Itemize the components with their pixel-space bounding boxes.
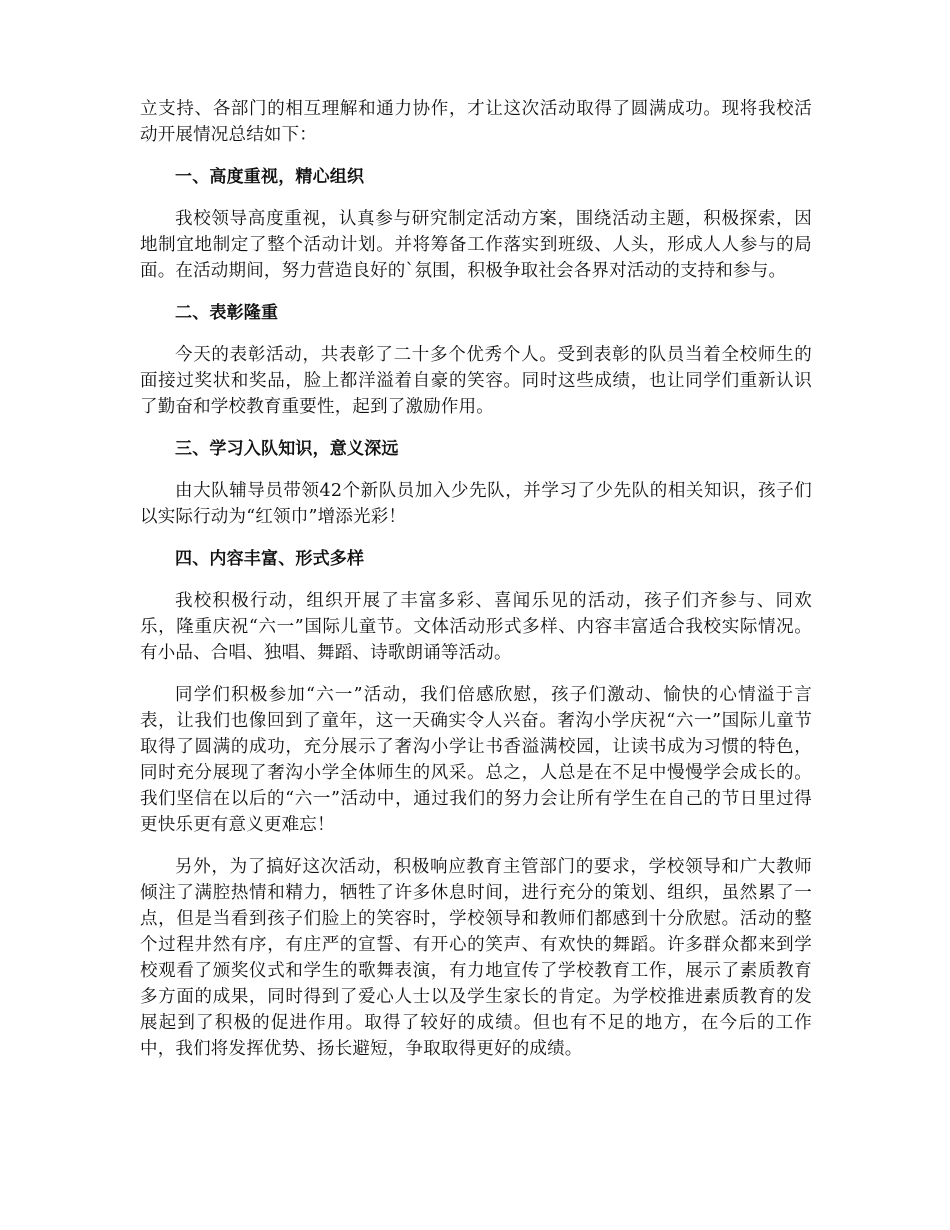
section-4-paragraph-3: 另外，为了搞好这次活动，积极响应教育主管部门的要求，学校领导和广大教师倾注了满腔热情和精力，牺牲了许多休息时间，进行充分的策划、组织，虽然累了一点，但是当看到孩子们脸上的笑容时，学校领导和教师们都感到十分欣慰。活动的整个过程井然有序，有庄严的宣誓、有开心的笑声、有欢快的舞蹈。许多群众都来到学校观看了颁奖仪式和学生的歌舞表演，有力地宣传了学校教育工作，展示了素质教育多方面的成果，同时得到了爱心人士以及学生家长的肯定。为学校推进素质教育的发展起到了积极的促进作用。取得了较好的成绩。但也有不足的地方，在今后的工作中，我们将发挥优势、扬长避短，争取取得更好的成绩。 bbox=[140, 857, 812, 1059]
section-heading-2: 二、表彰隆重 bbox=[175, 303, 279, 323]
section-heading-1: 一、高度重视，精心组织 bbox=[175, 167, 365, 187]
section-4-paragraph-2: 同学们积极参加“六一”活动，我们倍感欣慰，孩子们激动、愉快的心情溢于言表，让我们也像回到了童年，这一天确实令人兴奋。奢沟小学庆祝“六一”国际儿童节取得了圆满的成功，充分展示了奢沟小学让书香溢满校园，让读书成为习惯的特色，同时充分展现了奢沟小学全体师生的风采。总之，人总是在不足中慢慢学会成长的。我们坚信在以后的“六一”活动中，通过我们的努力会让所有学生在自己的节日里过得更快乐更有意义更难忘！ bbox=[140, 685, 812, 835]
section-3-paragraph-1: 由大队辅导员带领42个新队员加入少先队，并学习了少先队的相关知识，孩子们以实际行动为“红领巾”增添光彩！ bbox=[140, 481, 812, 527]
section-1-paragraph-1: 我校领导高度重视，认真参与研究制定活动方案，围绕活动主题，积极探索，因地制宜地制定了整个活动计划。并将筹备工作落实到班级、人头，形成人人参与的局面。在活动期间，努力营造良好的`氛围，积极争取社会各界对活动的支持和参与。 bbox=[140, 209, 812, 281]
document-body bbox=[140, 96, 812, 1078]
section-4-paragraph-1: 我校积极行动，组织开展了丰富多彩、喜闻乐见的活动，孩子们齐参与、同欢乐，隆重庆祝“六一”国际儿童节。文体活动形式多样、内容丰富适合我校实际情况。有小品、合唱、独唱、舞蹈、诗歌朗诵等活动。 bbox=[140, 591, 812, 663]
section-heading-4: 四、内容丰富、形式多样 bbox=[175, 549, 365, 569]
section-heading-3: 三、学习入队知识，意义深远 bbox=[175, 439, 399, 459]
intro-paragraph: 立支持、各部门的相互理解和通力协作，才让这次活动取得了圆满成功。现将我校活动开展情况总结如下： bbox=[140, 99, 812, 145]
section-2-paragraph-1: 今天的表彰活动，共表彰了二十多个优秀个人。受到表彰的队员当着全校师生的面接过奖状和奖品，脸上都洋溢着自豪的笑容。同时这些成绩，也让同学们重新认识了勤奋和学校教育重要性，起到了激励作用。 bbox=[140, 345, 812, 417]
